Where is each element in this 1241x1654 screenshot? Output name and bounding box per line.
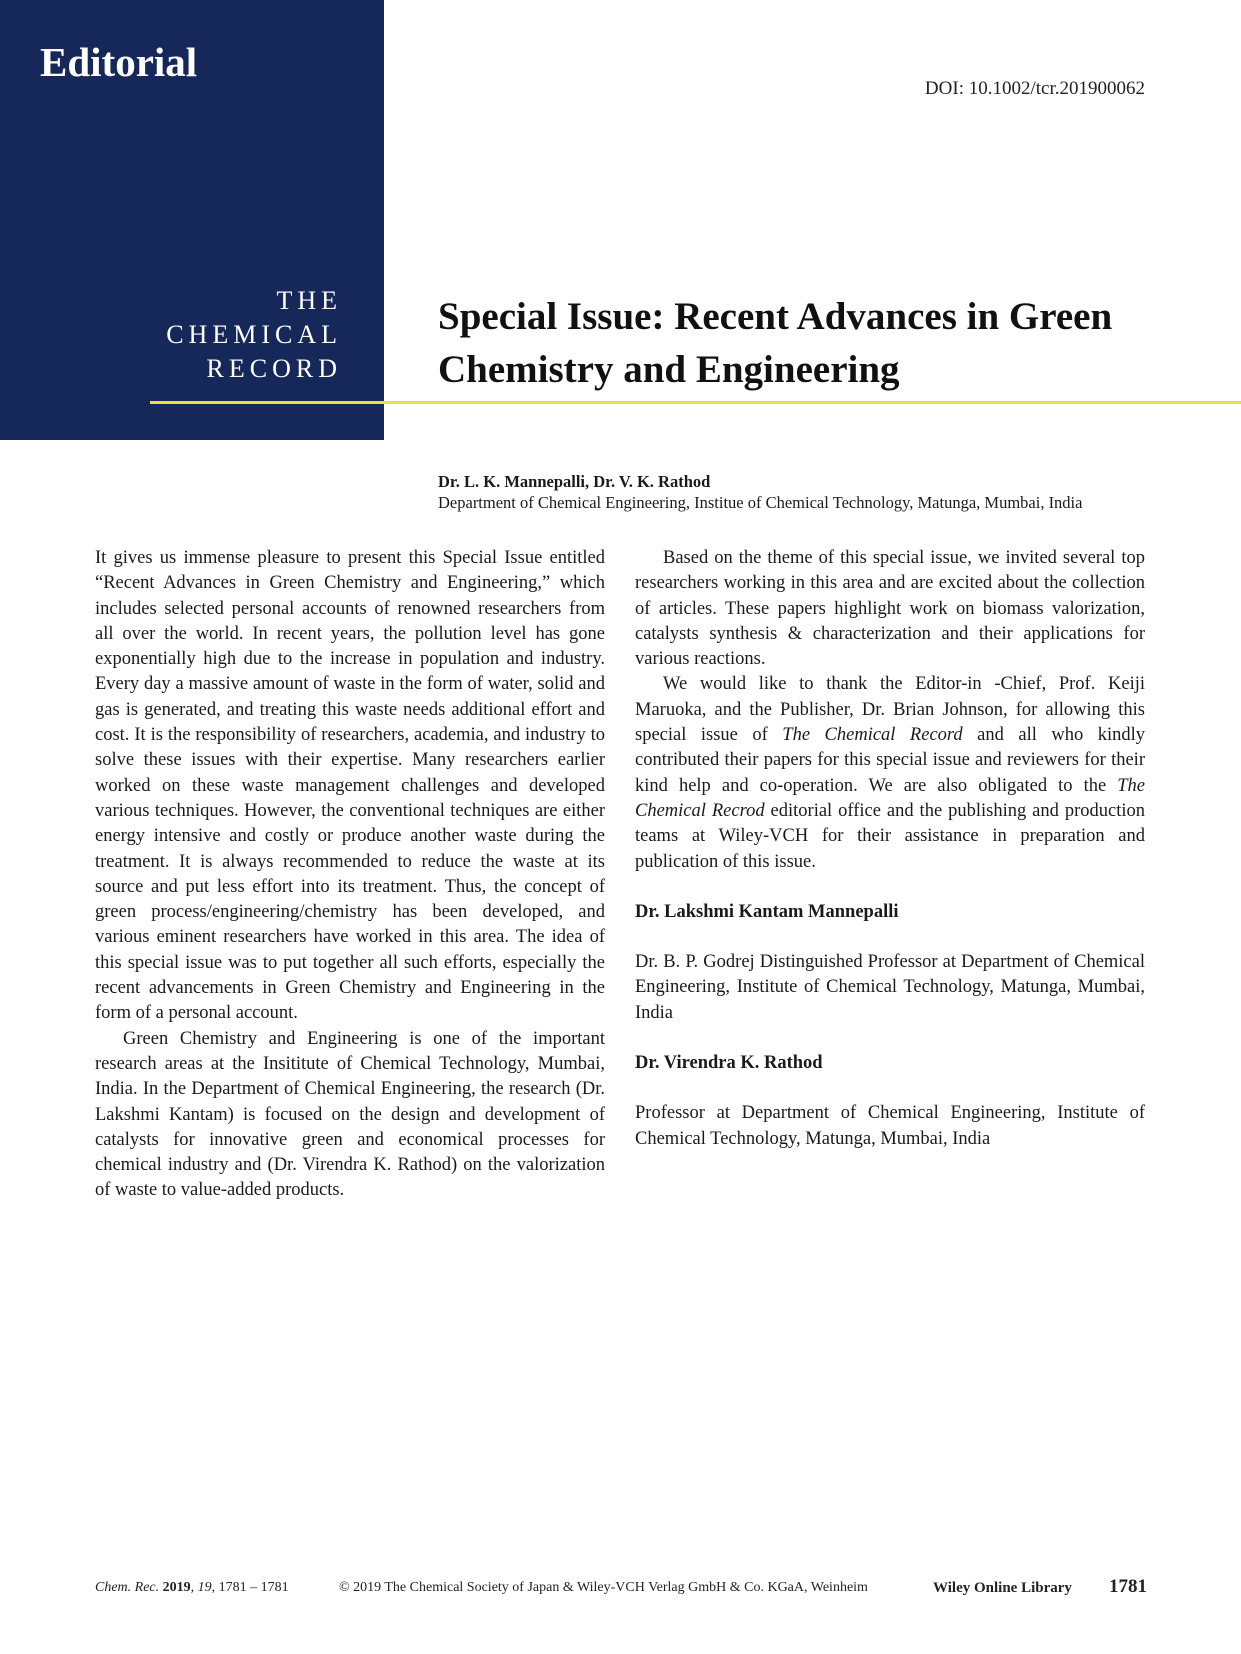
text-run: editorial office and the publishing and production teams at Wiley-VCH for their assistance in preparation and publication of this issue. bbox=[635, 800, 1145, 872]
copyright: © 2019 The Chemical Society of Japan & Wiley-VCH Verlag GmbH & Co. KGaA, Weinheim bbox=[339, 1580, 868, 1595]
title-rule bbox=[150, 401, 1241, 404]
journal-abbrev: Chem. Rec. bbox=[95, 1580, 160, 1595]
journal-logo bbox=[166, 284, 342, 386]
journal-logo-line: RECORD bbox=[206, 354, 342, 383]
article-title: Special Issue: Recent Advances in Green Chemistry and Engineering bbox=[438, 295, 1113, 391]
text-run: We would like to thank the Editor-in -Chief, Prof. Keiji Maruoka, and the Publisher, Dr. Brian Johnson, for allowing this special issue of bbox=[635, 674, 1145, 746]
bio-name: Dr. Lakshmi Kantam Mannepalli bbox=[635, 901, 899, 922]
text-run: and all who kindly contributed their papers for this special issue and reviewers for their kind help and co-operation. We are also obligated to the bbox=[635, 725, 1146, 796]
authors: Dr. L. K. Mannepalli, Dr. V. K. Rathod bbox=[438, 472, 711, 491]
paragraph: It gives us immense pleasure to present this Special Issue entitled “Recent Advances in Green Chemistry and Engineering,” which includes selected personal accounts of renowned researchers from all over the world. In recent years, the pollution level has gone exponentially high due to the increase in population and industry. Every day a massive amount of waste in the form of water, solid and gas is generated, and treating this waste needs additional effort and cost. It is the responsibility of researchers, academia, and industry to solve these issues with their expertise. Many researchers earlier worked on these waste management challenges and developed various techniques. However, the conventional techniques are either energy intensive and costly or produce another waste during the treatment. It is always recommended to reduce the waste at its source and put less effort into its treatment. Thus, the concept of green process/engineering/chemistry has been developed, and various eminent researchers have worked in this area. The idea of this special issue was to put together all such efforts, especially the recent advancements in Green Chemistry and Engineering in the form of a personal account. bbox=[95, 548, 605, 1024]
doi[interactable]: DOI: 10.1002/tcr.201900062 bbox=[924, 78, 1145, 99]
citation-pages: , 1781 – 1781 bbox=[211, 1580, 289, 1595]
citation: Chem. Rec. 2019, 19, 1781 – 1781 bbox=[95, 1580, 289, 1595]
author-block bbox=[438, 471, 1146, 513]
right-column bbox=[635, 546, 1145, 1152]
page-footer bbox=[95, 1576, 1147, 1602]
section-label: Editorial bbox=[40, 39, 198, 85]
citation-year: 2019 bbox=[162, 1580, 191, 1595]
bio-name: Dr. Virendra K. Rathod bbox=[635, 1053, 823, 1074]
page-number: 1781 bbox=[1109, 1576, 1147, 1597]
paragraph: Green Chemistry and Engineering is one of the important research areas at the Insititute of Chemical Technology, Mumbai, India. In the Department of Chemical Engineering, the research (Dr. Lakshmi Kantam) is focused on the design and development of catalysts for innovative green and economical processes for chemical industry and (Dr. Virendra K. Rathod) on the valorization of waste to value-added products. bbox=[95, 1028, 605, 1201]
bio-description: Dr. B. P. Godrej Distinguished Professor at Department of Chemical Engineering, Institute of Chemical Technology, Matunga, Mumbai, India bbox=[635, 952, 1145, 1023]
paragraph: Based on the theme of this special issue, we invited several top researchers working in this area and are excited about the collection of articles. These papers highlight work on biomass valorization, catalysts synthesis & characterization and their applications for various reactions. bbox=[635, 548, 1145, 670]
bio-description: Professor at Department of Chemical Engineering, Institute of Chemical Technology, Matunga, Mumbai, India bbox=[635, 1103, 1145, 1149]
left-column bbox=[95, 546, 605, 1204]
affiliation: Department of Chemical Engineering, Institue of Chemical Technology, Matunga, Mumbai, India bbox=[438, 493, 1083, 512]
editorial-banner bbox=[0, 0, 384, 440]
wiley-online-library-link[interactable]: Wiley Online Library bbox=[933, 1580, 1072, 1596]
journal-name: The Chemical Recrod bbox=[635, 775, 1145, 821]
citation-volume: 19 bbox=[197, 1580, 212, 1595]
journal-logo-line: CHEMICAL bbox=[166, 320, 342, 349]
journal-name: The Chemical Record bbox=[782, 725, 963, 746]
journal-logo-line: THE bbox=[276, 286, 342, 315]
paragraph bbox=[635, 672, 1145, 874]
